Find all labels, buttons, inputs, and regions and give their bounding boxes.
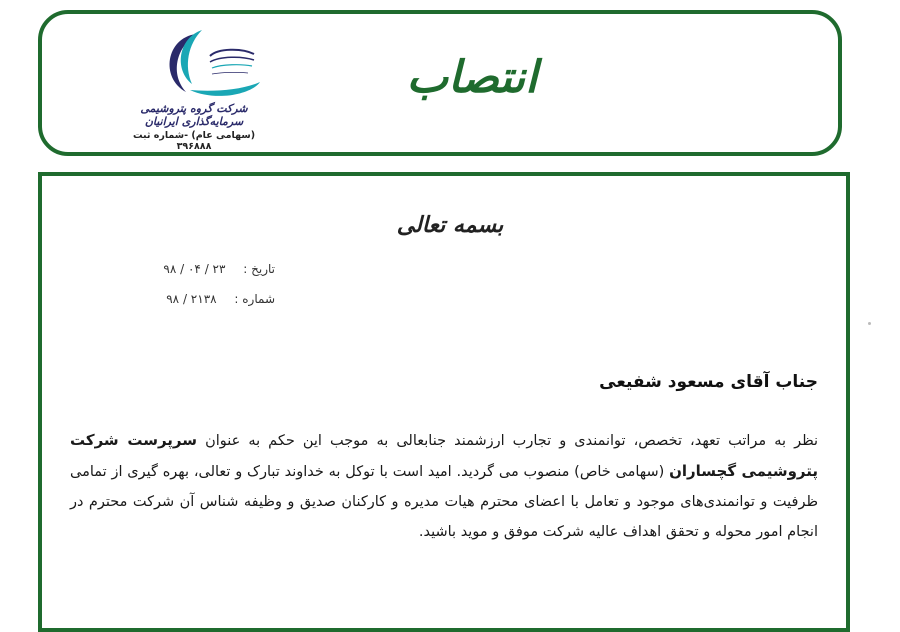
letter-paragraph: [70, 425, 818, 547]
date-value: ۲۳ / ۰۴ / ۹۸: [163, 262, 226, 276]
scan-speck: [868, 322, 871, 325]
logo-swirl-icon: [156, 26, 266, 104]
page-title: انتصاب: [406, 52, 538, 103]
company-name: شرکت گروه پتروشیمی سرمایه‌گذاری ایرانیان: [140, 102, 248, 128]
paragraph-body: (سهامی خاص) منصوب می گردید. امید است با توکل به خداوند تبارک و تعالی، بهره گیری از تمامی ظرفیت و توانمندی‌های موجود و تعامل با اعضای محترم هیات مدیره و کارکنان صدیق و وظیفه شناس آن شرکت محترم در انجام امور محوله و تحقق اهداف عالیه شرکت موفق و موید باشید.: [70, 464, 818, 540]
header-frame: [38, 10, 842, 156]
letter-number: [140, 292, 275, 306]
letter-date: [140, 262, 275, 276]
position-title: سرپرست شرکت پتروشیمی گچساران: [70, 431, 819, 480]
number-value: ۲۱۳۸ / ۹۸: [166, 292, 217, 306]
paragraph-intro: نظر به مراتب تعهد، تخصص، توانمندی و تجارب ارزشمند جنابعالی به موجب این حکم به عنوان: [197, 433, 818, 449]
letter-frame: [38, 172, 850, 632]
number-label: شماره :: [234, 292, 275, 306]
recipient-name: جناب آقای مسعود شفیعی: [599, 372, 818, 392]
date-label: تاریخ :: [243, 262, 275, 276]
basmala: بسمه تعالی: [396, 212, 504, 238]
company-logo: [114, 26, 274, 152]
registration-number: (سهامی عام) -شماره ثبت ۳۹۶۸۸۸: [132, 130, 256, 152]
